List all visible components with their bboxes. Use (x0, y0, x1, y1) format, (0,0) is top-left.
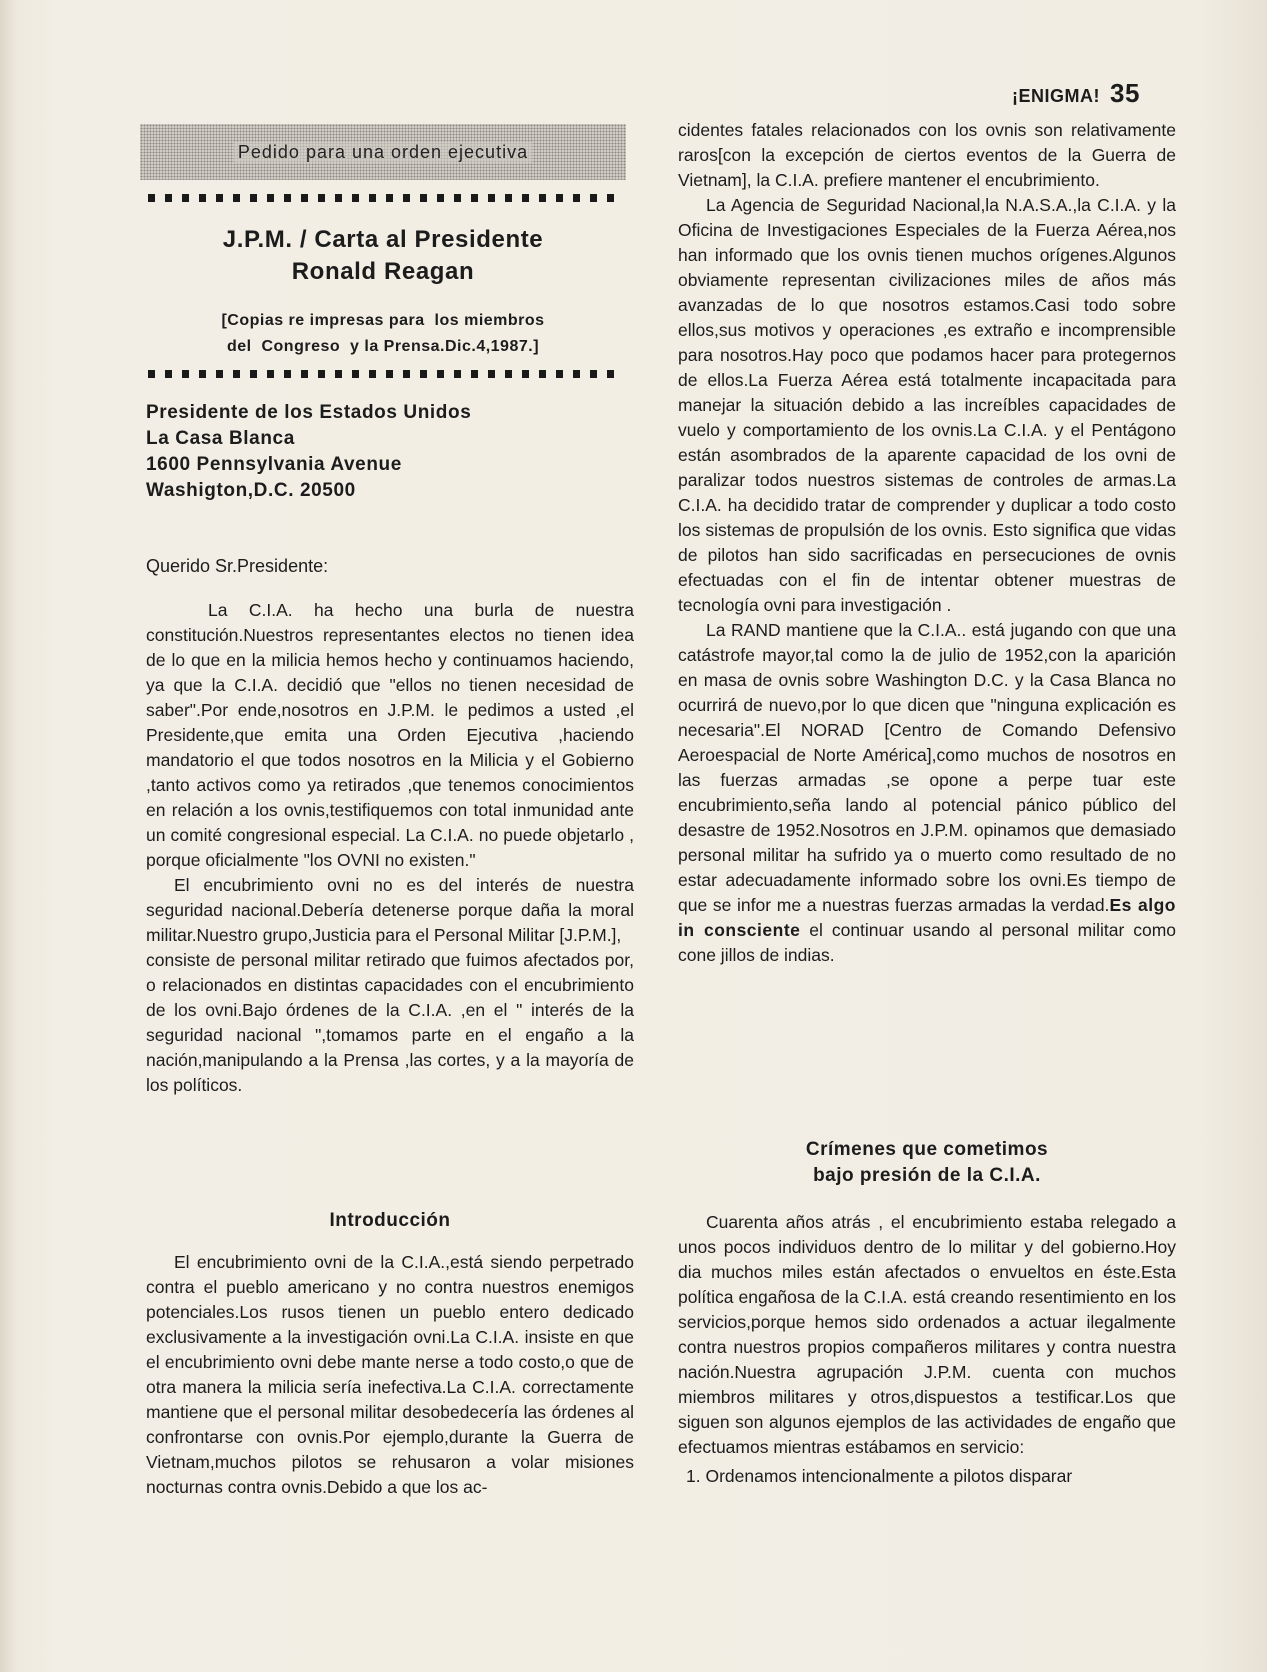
page-number: 35 (1110, 78, 1140, 108)
copies-line-2: del Congreso y la Prensa.Dic.4,1987.] (226, 338, 540, 355)
recipient-address (146, 400, 626, 504)
paragraph: cidentes fatales relacionados con los ovnis son relativamente raros[con la excepción de ciertos eventos de la Guerra de Vietnam], la C.I.A. prefiere mantener el encubrimiento. (678, 120, 1176, 190)
title-line-2: Ronald Reagan (291, 258, 475, 285)
paragraph: Cuarenta años atrás , el encubrimiento estaba relegado a unos pocos individuos dentro de lo militar y del gobierno.Hoy dia muchos miles están afectados o envueltos en éste.Esta política engañosa de la C.I.A. está creando resentimiento en los servicios,porque hemos sido ordenados a actuar ilegalmente contra nuestros propios compañeros militares y contra nuestra nación.Nuestra agrupación J.P.M. cuenta con muchos miembros militares y otros,dispuestos a testificar.Los que siguen son algunos ejemplos de las actividades de engaño que efectuamos mientras estábamos en servicio: (678, 1212, 1176, 1457)
paragraph-text: el continuar usando al personal militar como cone jillos de indias. (678, 920, 1176, 965)
copies-line-1: [Copias re impresas para los miembros (221, 312, 545, 329)
paragraph: El encubrimiento ovni no es del interés de nuestra seguridad nacional.Debería detenerse porque daña la moral militar.Nuestro grupo,Justicia para el Personal Militar [J.P.M.], (146, 875, 634, 945)
banner-label: Pedido para una orden ejecutiva (234, 142, 532, 163)
paragraph-text: La RAND mantiene que la C.I.A.. está jugando con que una catástrofe mayor,tal como la de julio de 1952,con la aparición en masa de ovnis sobre Washington D.C. y la Casa Blanca no ocurrirá de nuevo,por lo que dicen que "ninguna explicación es necesaria".El NORAD [Centro de Comando Defensivo Aeroespacial de Norte América],como muchos de nosotros en las fuerzas armadas ,se opone a perpe tuar este encubrimiento,seña lando al potencial pánico público del desastre de 1952.Nosotros en J.P.M. opinamos que demasiado personal militar ha sufrido ya o muerto como resultado de no estar adecuadamente informado sobre los ovni.Es tiempo de que se infor me a nuestras fuerzas armadas la verdad. (678, 620, 1176, 915)
address-line-3: 1600 Pennsylvania Avenue (146, 454, 402, 475)
copies-note (140, 308, 626, 360)
paragraph: El encubrimiento ovni de la C.I.A.,está siendo perpetrado contra el pueblo americano y no contra nuestros enemigos potenciales.Los rusos tienen un pueblo entero dedicado exclusivamente a la investigación ovni.La C.I.A. insiste en que el encubrimiento ovni debe mante nerse a todo costo,o que de otra manera la milicia sería inefectiva.La C.I.A. correctamente mantiene que el personal militar desobedecería las órdenes al confrontarse con ovnis.Por ejemplo,durante la Guerra de Vietnam,muchos pilotos se rehusaron a volar misiones nocturnas contra ovnis.Debido a que los ac- (146, 1252, 634, 1497)
page-header (1012, 78, 1140, 109)
section-heading-introduccion: Introducción (329, 1210, 451, 1231)
magazine-name: ¡ENIGMA! (1012, 86, 1100, 106)
title-line-1: J.P.M. / Carta al Presidente (222, 226, 544, 253)
letter-body-right (678, 118, 1176, 968)
paragraph: La C.I.A. ha hecho una burla de nuestra constitución.Nuestros representantes electos no tienen idea de lo que en la milicia hemos hecho y continuamos haciendo, ya que la C.I.A. decidió que "ellos no tienen necesidad de saber".Por ende,nosotros en J.P.M. le pedimos a usted ,el Presidente,que emita una Orden Ejecutiva ,haciendo mandatorio el que todos nosotros en la Milicia y el Gobierno ,tanto activos como ya retirados ,que tenemos conocimientos en relación a los ovnis,testifiquemos con total inmunidad ante un comité congresional especial. La C.I.A. no puede objetarlo , porque oficialmente "los OVNI no existen." (146, 600, 634, 870)
section-heading-crimenes (678, 1137, 1176, 1189)
salutation: Querido Sr.Presidente: (146, 556, 329, 576)
emphasis-text: Es algo in consciente (678, 895, 1176, 940)
address-line-4: Washigton,D.C. 20500 (146, 480, 356, 501)
paragraph: La Agencia de Seguridad Nacional,la N.A.S.A.,la C.I.A. y la Oficina de Investigaciones Especiales de la Fuerza Aérea,nos han informado que los ovnis tienen muchos orígenes.Algunos obviamente representan civilizaciones miles de años más avanzadas de lo que nosotros estamos.Casi todo sobre ellos,sus motivos y operaciones ,es extraño e incomprensible para nosotros.Hay poco que podamos hacer para protegernos de ellos.La Fuerza Aérea está totalmente incapacitada para manejar la situación debido a las increíbles capacidades de vuelo y comportamiento de los ovnis.La C.I.A. y el Pentágono están asombrados de la aparente capacidad de los ovni de paralizar todos nuestros sistemas de controles de armas.La C.I.A. ha decidido tratar de comprender y duplicar a todo costo los sistemas de propulsión de los ovnis. Esto significa que vidas de pilotos han sido sacrificadas en persecuciones de ovnis efectuadas con el fin de intentar obtener muestras de tecnología ovni para investigación . (678, 195, 1176, 615)
dotted-rule-bottom (148, 370, 624, 378)
crimes-title-line-2: bajo presión de la C.I.A. (813, 1165, 1041, 1186)
paragraph: consiste de personal militar retirado que fuimos afectados por, o relacionados en distintas capacidades con el encubrimiento de los ovni.Bajo órdenes de la C.I.A. ,en el " interés de la seguridad nacional ",tomamos parte en el engaño a la nación,manipulando a la Prensa ,las cortes, y a la mayoría de los políticos. (146, 950, 634, 1095)
crimes-body (678, 1210, 1176, 1489)
crimes-title-line-1: Crímenes que cometimos (805, 1139, 1049, 1160)
address-line-1: Presidente de los Estados Unidos (146, 402, 472, 423)
section-banner (140, 124, 626, 180)
intro-body (146, 1250, 634, 1500)
paragraph (678, 618, 1176, 968)
dotted-rule-top (148, 194, 624, 202)
article-title (140, 224, 626, 288)
letter-body-left (146, 598, 634, 1098)
address-line-2: La Casa Blanca (146, 428, 295, 449)
list-item: 1. Ordenamos intencionalmente a pilotos disparar (686, 1466, 1073, 1486)
